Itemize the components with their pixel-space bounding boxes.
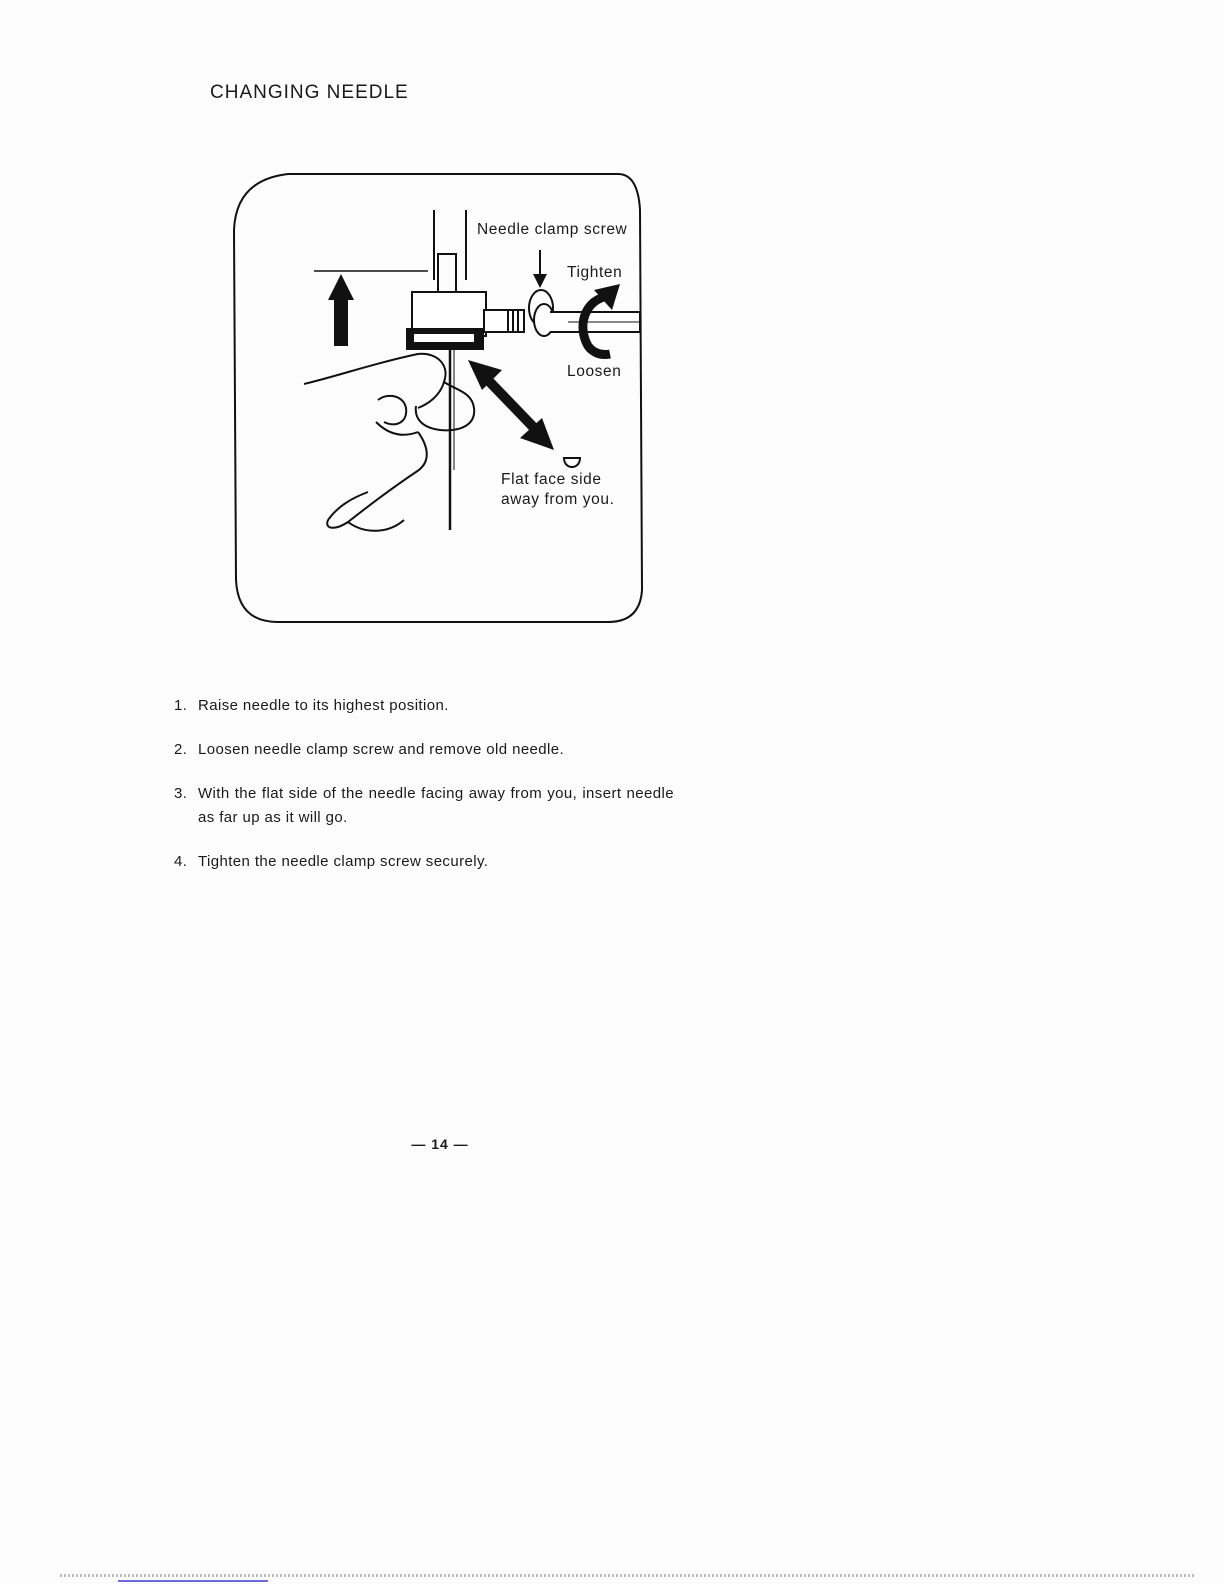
flat-face-label-line1: Flat face side [501, 471, 602, 488]
needle-change-illustration [228, 170, 648, 630]
flat-face-symbol-icon [564, 458, 580, 467]
instruction-list [174, 694, 674, 894]
step-number: 4. [174, 853, 188, 870]
list-item [174, 782, 674, 830]
page-number: — 14 — [411, 1136, 469, 1152]
pointer-arrow-icon [533, 274, 547, 288]
step-text: Raise needle to its highest position. [198, 697, 449, 714]
needle-clamp-screw-label: Needle clamp screw [477, 221, 628, 238]
figure-frame [234, 174, 642, 622]
footer-accent-line [118, 1580, 268, 1582]
hand-drawing [304, 354, 474, 531]
up-arrow-icon [328, 274, 354, 346]
loosen-label: Loosen [567, 363, 622, 380]
direction-arrow-icon [468, 360, 554, 450]
footer-divider [60, 1574, 1194, 1577]
step-text: Tighten the needle clamp screw securely. [198, 853, 489, 870]
list-item [174, 694, 674, 718]
list-item [174, 738, 674, 762]
page-title: CHANGING NEEDLE [210, 82, 409, 103]
step-text: Loosen needle clamp screw and remove old needle. [198, 741, 565, 758]
list-item [174, 850, 674, 874]
tighten-label: Tighten [567, 264, 623, 281]
step-number: 2. [174, 741, 188, 758]
step-number: 3. [174, 785, 188, 802]
illustration-drawing [228, 170, 648, 630]
step-number: 1. [174, 697, 188, 714]
flat-face-label-line2: away from you. [501, 491, 615, 508]
step-text: With the flat side of the needle facing away from you, insert needle as far up as it will go. [198, 785, 674, 826]
